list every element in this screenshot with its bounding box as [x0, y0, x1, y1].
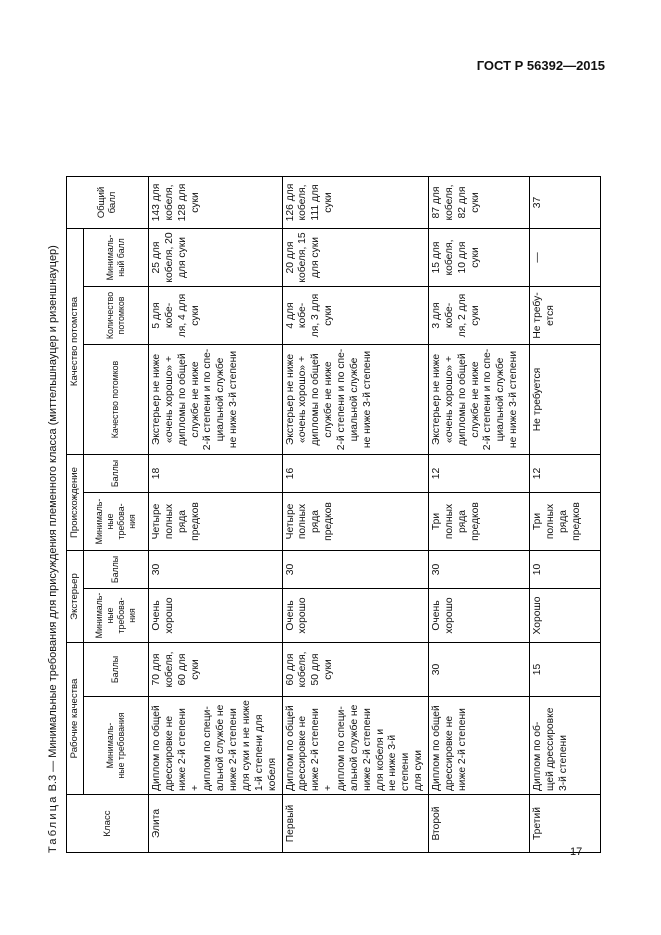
col-work-req: Минималь- ные требования: [83, 697, 148, 795]
col-class: Класс: [67, 795, 149, 853]
table-row: [429, 177, 530, 853]
page-number: 17: [570, 846, 583, 858]
cell-off-count: 5 для кобе- ля, 4 для суки: [148, 287, 282, 345]
cell-orig-pts: 12: [429, 455, 530, 493]
col-origin-group: Происхождение: [67, 455, 84, 551]
cell-total: 87 для кобеля, 82 для суки: [429, 177, 530, 229]
cell-total: 37: [530, 177, 601, 229]
cell-work-pts: 30: [429, 643, 530, 697]
caption-label: Таблица: [47, 794, 59, 853]
cell-off-quality: Не требуется: [530, 345, 601, 455]
class-requirements-table: [66, 176, 601, 853]
cell-work-pts: 70 для кобеля, 60 для суки: [148, 643, 282, 697]
cell-orig-pts: 16: [282, 455, 428, 493]
col-ext-pts: Баллы: [83, 551, 148, 589]
cell-off-count: Не требу- ется: [530, 287, 601, 345]
cell-work-pts: 15: [530, 643, 601, 697]
table-row: [530, 177, 601, 853]
cell-orig-pts: 12: [530, 455, 601, 493]
cell-work-req: Диплом по об- щей дрессировке 3-й степени: [530, 697, 601, 795]
col-work-pts: Баллы: [83, 643, 148, 697]
cell-class: Третий: [530, 795, 601, 853]
cell-orig-req: Три полных ряда предков: [429, 493, 530, 551]
cell-min-score: 20 для кобеля, 15 для суки: [282, 229, 428, 287]
cell-off-quality: Экстерьер не ниже «очень хорошо» + дипломы по общей службе не ниже 2-й степени и по спе- циальной службе не ниже 3-й степени: [148, 345, 282, 455]
col-off-count: Количество потомков: [83, 287, 148, 345]
table-caption: [44, 88, 66, 853]
cell-off-count: 3 для кобе- ля, 2 для суки: [429, 287, 530, 345]
col-orig-req: Минималь- ные требова- ния: [83, 493, 148, 551]
cell-ext-pts: 10: [530, 551, 601, 589]
col-total: Общий балл: [67, 177, 149, 229]
cell-ext-req: Очень хорошо: [429, 589, 530, 643]
table-row: [148, 177, 282, 853]
table-row: [282, 177, 428, 853]
cell-off-quality: Экстерьер не ниже «очень хорошо» + дипломы по общей службе не ниже 2-й степени и по спе- циальной службе не ниже 3-й степени: [429, 345, 530, 455]
caption-text: В.3 — Минимальные требования для присуждения племенного класса (миттельшнауцер и ризеншнауцер): [47, 245, 59, 795]
cell-class: Первый: [282, 795, 428, 853]
col-work-group: Рабочие качества: [67, 643, 84, 795]
cell-ext-req: Очень хорошо: [148, 589, 282, 643]
col-min-score: Минималь- ный балл: [83, 229, 148, 287]
cell-orig-req: Четыре полных ряда предков: [282, 493, 428, 551]
cell-orig-req: Три полных ряда предков: [530, 493, 601, 551]
col-exterior-group: Экстерьер: [67, 551, 84, 643]
cell-min-score: —: [530, 229, 601, 287]
cell-class: Элита: [148, 795, 282, 853]
col-ext-req: Минималь- ные требова- ния: [83, 589, 148, 643]
cell-work-req: Диплом по общей дрессировке не ниже 2-й степени + диплом по специ- альной службе не ниже 2-й степени для кобеля и не ниже 3-й степени для суки: [282, 697, 428, 795]
cell-ext-pts: 30: [148, 551, 282, 589]
rotated-table-block: [44, 88, 594, 853]
cell-total: 143 для кобеля, 128 для суки: [148, 177, 282, 229]
cell-work-pts: 60 для кобеля, 50 для суки: [282, 643, 428, 697]
cell-min-score: 25 для кобеля, 20 для суки: [148, 229, 282, 287]
cell-orig-req: Четыре полных ряда предков: [148, 493, 282, 551]
col-orig-pts: Баллы: [83, 455, 148, 493]
cell-total: 126 для кобеля, 111 для суки: [282, 177, 428, 229]
cell-work-req: Диплом по общей дрессировке не ниже 2-й степени + диплом по специ- альной службе не ниже 2-й степени для суки и не ниже 1-й степени для кобеля: [148, 697, 282, 795]
cell-work-req: Диплом по общей дрессировке не ниже 2-й степени: [429, 697, 530, 795]
cell-orig-pts: 18: [148, 455, 282, 493]
cell-ext-pts: 30: [282, 551, 428, 589]
cell-off-count: 4 для кобе- ля, 3 для суки: [282, 287, 428, 345]
cell-ext-req: Очень хорошо: [282, 589, 428, 643]
cell-class: Второй: [429, 795, 530, 853]
col-offspring-group: Качество потомства: [67, 229, 84, 455]
cell-off-quality: Экстерьер не ниже «очень хорошо» + дипломы по общей службе не ниже 2-й степени и по спе- циальной службе не ниже 3-й степени: [282, 345, 428, 455]
cell-ext-req: Хорошо: [530, 589, 601, 643]
cell-min-score: 15 для кобеля, 10 для суки: [429, 229, 530, 287]
col-off-quality: Качество потомков: [83, 345, 148, 455]
cell-ext-pts: 30: [429, 551, 530, 589]
standard-designation: ГОСТ Р 56392—2015: [476, 58, 605, 73]
